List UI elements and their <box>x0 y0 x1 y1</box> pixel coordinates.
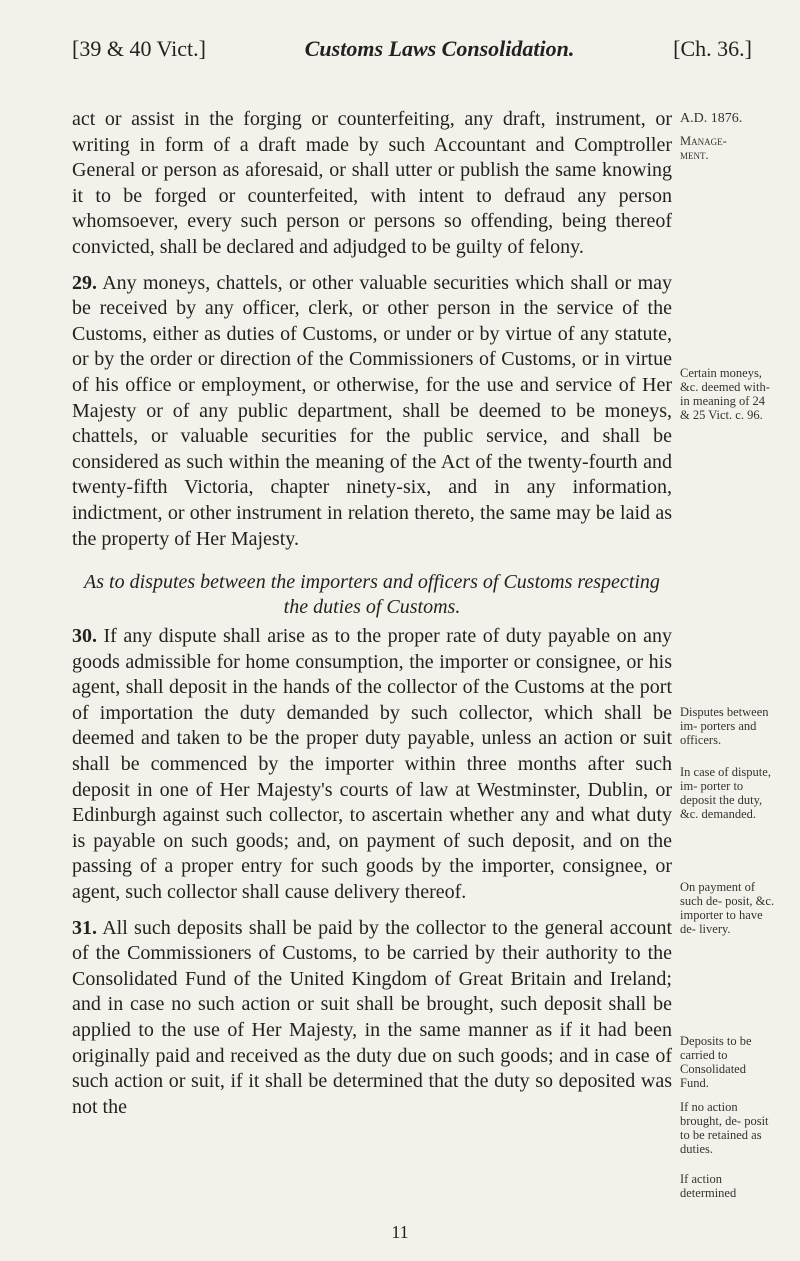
margin-note-certain-moneys: Certain moneys, &c. deemed with- in meaning of 24 & 25 Vict. c. 96. <box>680 366 770 422</box>
section-29 <box>72 271 672 553</box>
margin-note-on-payment: On payment of such de- posit, &c. importer to have de- livery. <box>680 880 775 936</box>
margin-management: Manage- ment. <box>680 134 727 162</box>
section-number: 30. <box>72 625 97 648</box>
section-31 <box>72 916 672 1121</box>
margin-note-if-action: If action determined <box>680 1172 737 1200</box>
page-number: 11 <box>391 1222 409 1242</box>
margin-note-disputes: Disputes between im- porters and officers. <box>680 705 769 747</box>
margin-year: A.D. 1876. <box>680 111 743 126</box>
section-text: All such deposits shall be paid by the collector to the general account of the Commissioners of Customs, to be carried by their authority to the Consolidated Fund of the United Kingdom of Great Britain and Ireland; and in case no such action or suit shall be brought, such deposit shall be applied to the use of Her Majesty, in the same manner as if it had been originally paid and received as the duty due on such goods; and in case of such action or suit, if it shall be determined that the duty so deposited was not the <box>72 916 672 1118</box>
section-number: 31. <box>72 916 97 939</box>
margin-note-no-action: If no action brought, de- posit to be retained as duties. <box>680 1100 769 1156</box>
chapter-reference: [Ch. 36.] <box>673 36 752 61</box>
section-number: 29. <box>72 271 97 294</box>
section-30 <box>72 624 672 906</box>
margin-note-deposits: Deposits to be carried to Consolidated Fund. <box>680 1034 752 1090</box>
section-heading: As to disputes between the importers and officers of Customs respecting the duties of Customs. <box>84 571 660 619</box>
reign-reference: [39 & 40 Vict.] <box>72 36 206 61</box>
section-text: Any moneys, chattels, or other valuable securities which shall or may be received by any officer, clerk, or other person in the service of the Customs, either as duties of Customs, or under or by virtue of any statute, or by the order or direction of the Commissioners of Customs, or in virtue of his office or employment, or otherwise, for the use and service of Her Majesty or of any public department, shall be deemed to be moneys, chattels, or valuable securities for the public service, and shall be considered as such within the meaning of the Act of the twenty-fourth and twenty-fifth Victoria, chapter ninety-six, and in any information, indictment, or other instrument in relation thereto, the same may be laid as the property of Her Majesty. <box>72 271 673 550</box>
section-text: If any dispute shall arise as to the proper rate of duty payable on any goods admissible for home consumption, the importer or consignee, or his agent, shall deposit in the hands of the collector of the Customs at the port of importation the duty demanded by such collector, which shall be deemed and taken to be the proper duty payable, unless an action or suit shall be commenced by the importer within three months after such deposit in one of Her Majesty's courts of law at Westminster, Dublin, or Edinburgh against such collector, to ascertain whether any and what duty is payable on such goods; and, on payment of such deposit, and on the passing of a proper entry for such goods by the importer, consignee, or agent, such collector shall cause delivery thereof. <box>72 625 672 904</box>
body-text <box>72 107 672 1130</box>
continuation-paragraph: act or assist in the forging or counterfeiting, any draft, instrument, or writing in form of a draft made by such Accountant and Comptroller General or person as aforesaid, or shall utter or publish the same knowing it to be forged or counterfeited, with intent to defraud any person whomsoever, every such person or persons so offending, being thereof convicted, shall be declared and adjudged to be guilty of felony. <box>72 108 672 258</box>
running-title: Customs Laws Consolidation. <box>304 36 575 61</box>
margin-note-in-case: In case of dispute, im- porter to deposit the duty, &c. demanded. <box>680 765 771 821</box>
running-header <box>72 36 752 62</box>
